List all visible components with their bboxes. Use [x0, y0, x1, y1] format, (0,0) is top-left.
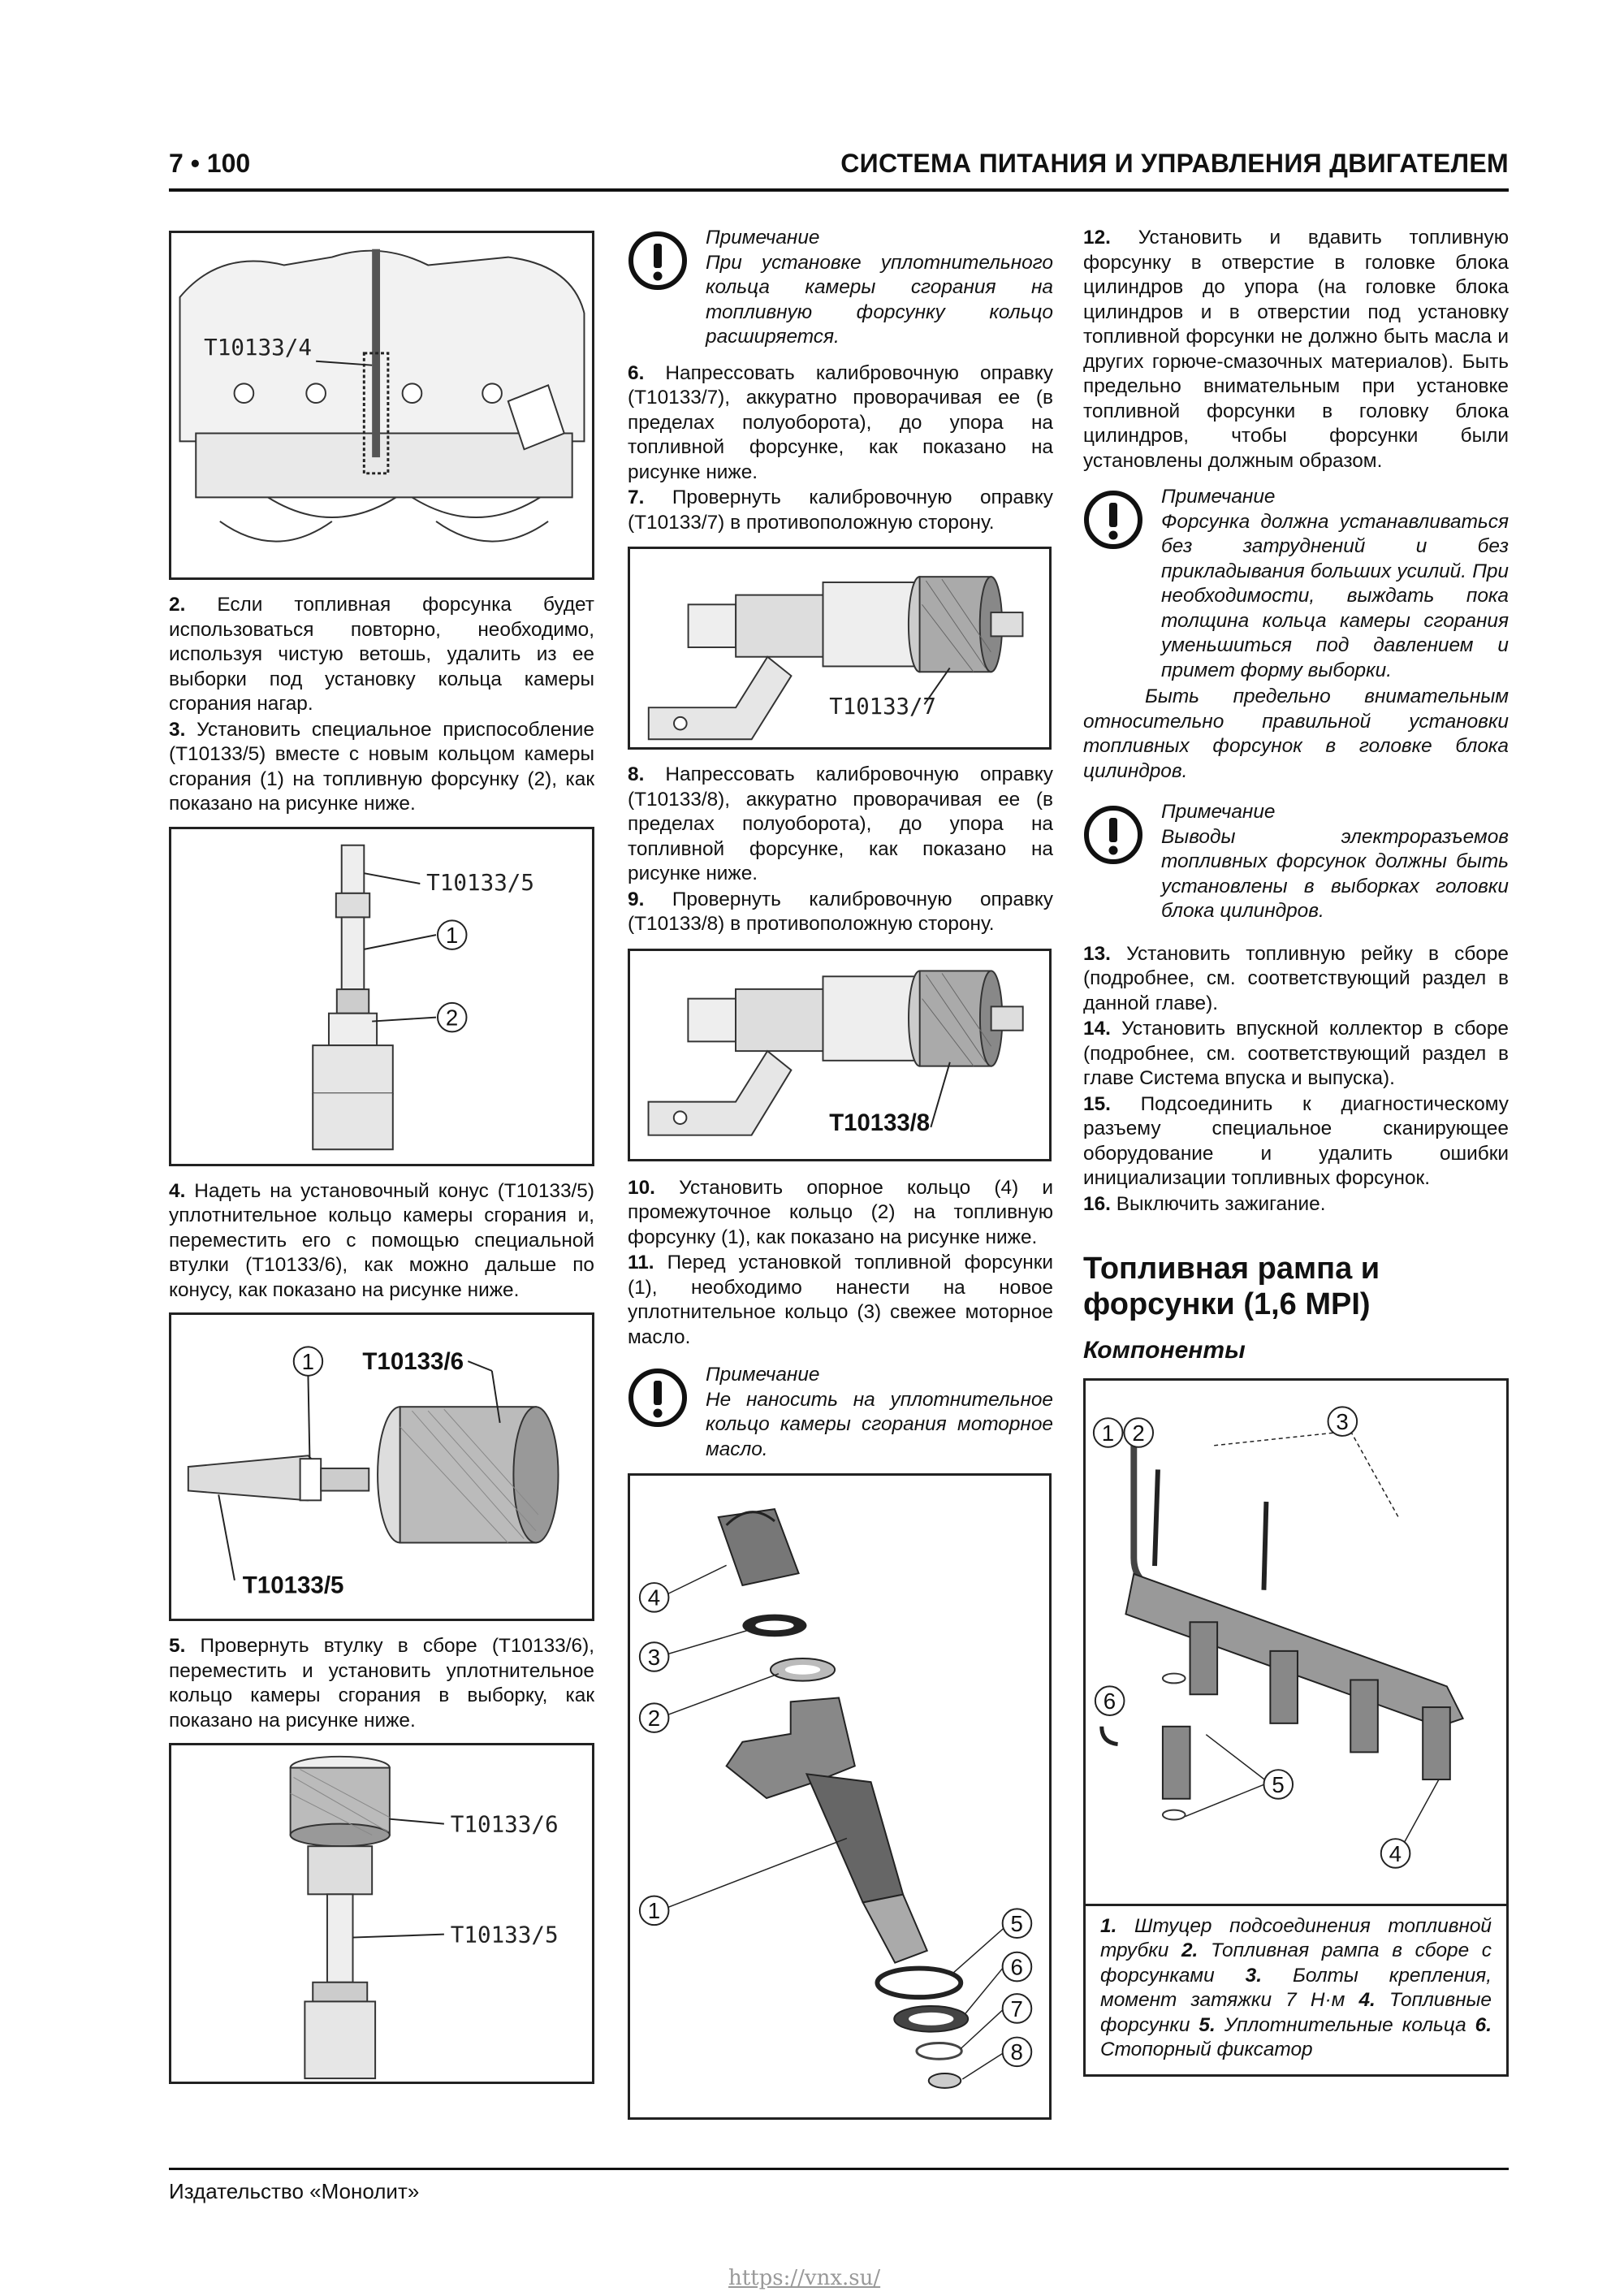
column-1: [169, 231, 594, 2084]
exclamation-icon: [1083, 490, 1143, 550]
engine-head-illustration: [171, 233, 592, 577]
tool-label-t10133-8: T10133/8: [829, 1109, 931, 1136]
note-text: Форсунка должна устанавливаться без затруднений и без прикладывания больших усилий. При необходимости, выждать пока толщина кольца камеры сгорания уменьшиться под давлением и примет форму выборки.: [1161, 510, 1509, 681]
caption-text: Стопорный фиксатор: [1100, 2039, 1313, 2060]
caption-list: [1100, 1915, 1492, 2061]
note-title: Примечание: [706, 227, 820, 249]
page-number: 7 • 100: [169, 149, 251, 178]
note-3: [1083, 485, 1509, 683]
step-8: 8. Напрессовать калибровочную оправку (T10133/8), аккуратно проворачивая ее (в пределах полуоборота), до упора на топливной форсунке, как показано на рисунке ниже.: [628, 763, 1054, 884]
tool-label-t10133-6: T10133/6: [362, 1347, 464, 1375]
caption-number: 1.: [1100, 1914, 1134, 1937]
callout-7: 7: [1010, 1995, 1023, 2021]
caption-number: 4.: [1358, 1989, 1389, 2011]
callout-6: 6: [1103, 1688, 1116, 1714]
fuel-rail-illustration: [1086, 1381, 1506, 1904]
header-rule: [169, 188, 1509, 192]
figure-injector-exploded: [628, 1473, 1052, 2120]
callout-6: 6: [1010, 1954, 1023, 1980]
tool-label-t10133-4: T10133/4: [204, 333, 313, 361]
note-text: Не наносить на уплотнительное кольцо камеры сгорания моторное масло.: [706, 1388, 1053, 1460]
caption-text: Болты крепления, момент затяжки 7 Н·м: [1100, 1964, 1492, 2011]
figure-gauge-t10133-7: [628, 547, 1052, 750]
figure-injector-cleaning: [169, 231, 594, 580]
callout-5: 5: [1010, 1911, 1023, 1937]
tool-on-injector-illustration: [171, 829, 592, 1164]
exclamation-icon: [628, 1368, 688, 1428]
callout-8: 8: [1010, 2039, 1023, 2065]
figure-tool-t10133-5: [169, 827, 594, 1166]
caption-number: 6.: [1475, 2013, 1492, 2036]
callout-3: 3: [1336, 1408, 1349, 1434]
watermark-url: https://vnx.su/: [728, 2266, 881, 2290]
injector-exploded-illustration: [630, 1476, 1049, 2117]
callout-2: 2: [1132, 1420, 1145, 1446]
caption-text: Топливные форсунки: [1100, 1989, 1492, 2036]
callout-5: 5: [1272, 1771, 1285, 1797]
callout-1: 1: [445, 922, 459, 948]
note-2: [628, 1363, 1053, 1462]
gauge-t10133-7-illustration: [630, 549, 1049, 747]
callout-3: 3: [647, 1644, 661, 1670]
note-3-extra: Быть предельно внимательным относительно правильной установки топливных форсунок в головке блока цилиндров.: [1083, 685, 1509, 782]
callout-1: 1: [1101, 1420, 1115, 1446]
step-3: 3. Установить специальное приспособление (T10133/5) вместе с новым кольцом камеры сгорания (1) на топливную форсунку (2), как показано на рисунке ниже.: [169, 718, 594, 815]
callout-4: 4: [647, 1585, 661, 1611]
step-14: 14. Установить впускной коллектор в сборе (подробнее, см. соответствующий раздел в главе Система впуска и выпуска).: [1083, 1018, 1509, 1089]
figure-fuel-rail: [1083, 1378, 1509, 1906]
callout-4: 4: [1389, 1840, 1402, 1866]
step-4: 4. Надеть на установочный конус (T10133/5) уплотнительное кольцо камеры сгорания и, переместить его с помощью специальной втулки (T10133/6), как можно дальше по конусу, как показано на рисунке ниже.: [169, 1179, 594, 1301]
step-15: 15. Подсоединить к диагностическому разъему специальное сканирующее оборудование и удалить ошибки инициализации топливных форсунок.: [1083, 1092, 1510, 1189]
caption-number: 2.: [1181, 1939, 1211, 1961]
footer-rule: [169, 2168, 1509, 2170]
step-12: 12. Установить и вдавить топливную форсунку в отверстие в головке блока цилиндров до упора (на головке блока цилиндров и в отверстии под установку топливной форсунки не должно быть масла и других горюче-смазочных материалов). Быть предельно внимательным при установке топливной форсунки в головку блока цилиндров, чтобы форсунки были установлены должным образом.: [1083, 227, 1509, 472]
step-2: 2. Если топливная форсунка будет использоваться повторно, необходимо, используя чистую ветошь, удалить из ее выборки под установку кольца камеры сгорания нагар.: [169, 594, 594, 715]
note-title: Примечание: [706, 1364, 820, 1386]
tool-label-t10133-6: T10133/6: [450, 1810, 559, 1838]
figure-tool-assembly: [169, 1743, 594, 2084]
caption-text: Штуцер подсоединения топливной трубки: [1100, 1914, 1492, 1961]
step-9: 9. Провернуть калибровочную оправку (T10133/8) в противоположную сторону.: [628, 888, 1053, 935]
note-text: Выводы электроразъемов топливных форсунок должны быть установлены в выборках головки блока цилиндров.: [1161, 825, 1509, 922]
subsection-title: Компоненты: [1083, 1337, 1246, 1364]
tool-label-t10133-7: T10133/7: [829, 694, 936, 720]
caption-number: 5.: [1199, 2013, 1224, 2036]
tool-label-t10133-5: T10133/5: [450, 1921, 559, 1948]
step-7: 7. Провернуть калибровочную оправку (T10133/7) в противоположную сторону.: [628, 486, 1053, 534]
tool-label-t10133-5: T10133/5: [426, 868, 535, 896]
step-6: 6. Напрессовать калибровочную оправку (T10133/7), аккуратно проворачивая ее (в пределах полуоборота), до упора на топливной форсунке, как показано на рисунке ниже.: [628, 361, 1054, 483]
note-1: [628, 226, 1053, 350]
figure-caption: [1083, 1906, 1509, 2077]
caption-number: 3.: [1245, 1964, 1293, 1987]
note-4: [1083, 800, 1509, 924]
note-text: При установке уплотнительного кольца камеры сгорания на топливную форсунку кольцо расширяется.: [706, 251, 1053, 348]
step-10: 10. Установить опорное кольцо (4) и промежуточное кольцо (2) на топливную форсунку (1), как показано на рисунке ниже.: [628, 1176, 1054, 1248]
note-title: Примечание: [1161, 486, 1276, 508]
publisher: Издательство «Монолит»: [169, 2179, 420, 2203]
caption-text: Топливная рампа в сборе с форсунками: [1100, 1939, 1492, 1987]
callout-1: 1: [301, 1348, 314, 1374]
step-13: 13. Установить топливную рейку в сборе (подробнее, см. соответствующий раздел в данной главе).: [1083, 942, 1509, 1014]
tool-assembly-illustration: [171, 1745, 592, 2082]
step-5: 5. Провернуть втулку в сборе (T10133/6), переместить и установить уплотнительное кольцо камеры сгорания в выборку, как показано на рисунке ниже.: [169, 1635, 594, 1732]
step-16: 16. Выключить зажигание.: [1083, 1192, 1326, 1215]
callout-2: 2: [647, 1706, 661, 1732]
note-title: Примечание: [1161, 801, 1276, 823]
section-title: Топливная рампа и форсунки (1,6 MPI): [1083, 1252, 1380, 1321]
tool-label-t10133-5: T10133/5: [242, 1572, 344, 1599]
exclamation-icon: [628, 231, 688, 291]
callout-1: 1: [647, 1898, 661, 1924]
caption-text: Уплотнительные кольца: [1224, 2013, 1475, 2036]
gauge-t10133-8-illustration: [630, 951, 1049, 1159]
step-11: 11. Перед установкой топливной форсунки (1), необходимо нанести на новое уплотнительное кольцо (3) свежее моторное масло.: [628, 1252, 1053, 1348]
column-2: [628, 226, 1053, 2120]
figure-gauge-t10133-8: [628, 949, 1052, 1161]
exclamation-icon: [1083, 805, 1143, 865]
sleeve-and-cone-illustration: [171, 1315, 592, 1619]
column-3: [1083, 226, 1509, 2077]
page-title: СИСТЕМА ПИТАНИЯ И УПРАВЛЕНИЯ ДВИГАТЕЛЕМ: [840, 149, 1509, 178]
figure-tool-t10133-6: [169, 1312, 594, 1621]
callout-2: 2: [445, 1004, 459, 1030]
